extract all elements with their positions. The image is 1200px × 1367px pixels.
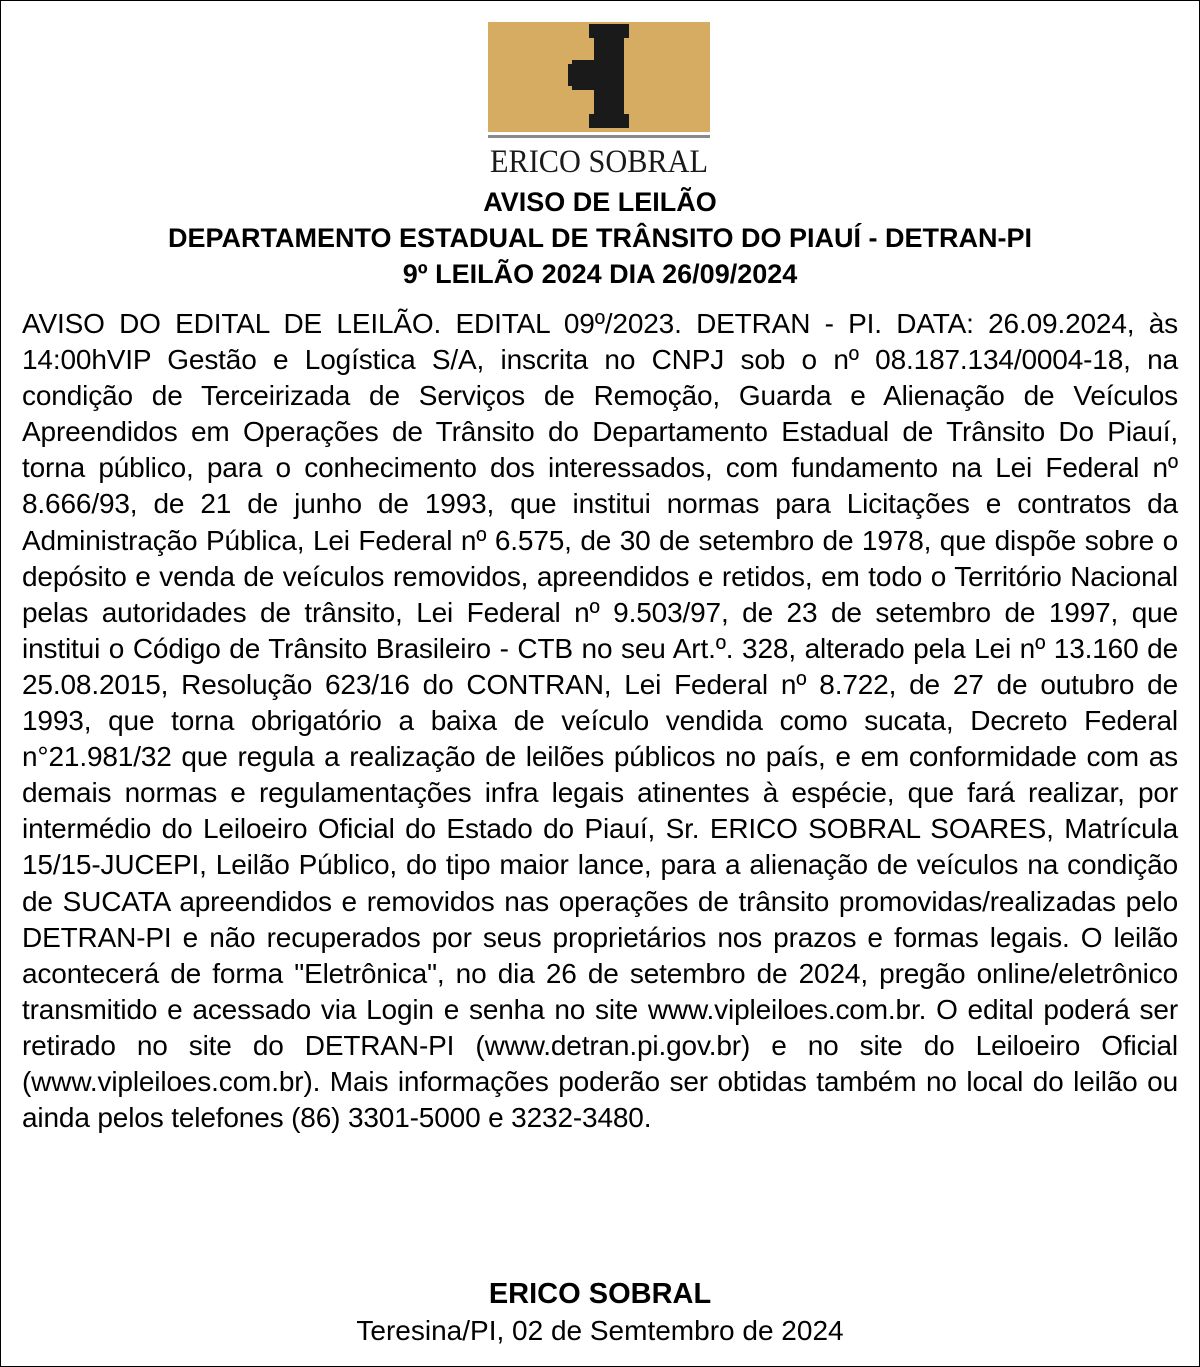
gavel-icon: [488, 22, 710, 178]
auction-date-title: 9º LEILÃO 2024 DIA 26/09/2024: [402, 259, 798, 289]
department-name: DEPARTAMENTO ESTADUAL DE TRÂNSITO DO PIAUÍ - DETRAN-PI: [167, 223, 1033, 253]
erico-sobral-logo: [488, 22, 710, 178]
svg-text:ERICO SOBRAL: ERICO SOBRAL: [490, 144, 708, 178]
signer-name: ERICO SOBRAL: [488, 1278, 712, 1310]
place-and-date: Teresina/PI, 02 de Semtembro de 2024: [356, 1315, 844, 1346]
notice-body: AVISO DO EDITAL DE LEILÃO. EDITAL 09º/2023. DETRAN - PI. DATA: 26.09.2024, às 14:00hVIP Gestão e Logística S/A, inscrita no CNPJ sob o nº 08.187.134/0004-18, na condição de Terceirizada de Serviços de Remoção, Guarda e Alienação de Veículos Apreendidos em Operações de Trânsito do Departamento Estadual de Trânsito Do Piauí, torna público, para o conhecimento dos interessados, com fundamento na Lei Federal nº 8.666/93, de 21 de junho de 1993, que institui normas para Licitações e contratos da Administração Pública, Lei Federal nº 6.575, de 30 de setembro de 1978, que dispõe sobre o depósito e venda de veículos removidos, apreendidos e retidos, em todo o Território Nacional pelas autoridades de trânsito, Lei Federal nº 9.503/97, de 23 de setembro de 1997, que institui o Código de Trânsito Brasileiro - CTB no seu Art.º. 328, alterado pela Lei nº 13.160 de 25.08.2015, Resolução 623/16 do CONTRAN, Lei Federal nº 8.722, de 27 de outubro de 1993, que torna obrigatório a baixa de veículo vendida como sucata, Decreto Federal n°21.981/32 que regula a realização de leilões públicos no país, e em conformidade com as demais normas e regulamentações infra legais atinentes à espécie, que fará realizar, por intermédio do Leiloeiro Oficial do Estado do Piauí, Sr. ERICO SOBRAL SOARES, Matrícula 15/15-JUCEPI, Leilão Público, do tipo maior lance, para a alienação de veículos na condição de SUCATA apreendidos e removidos nas operações de trânsito promovidas/realizadas pelo DETRAN-PI e não recuperados por seus proprietários nos prazos e formas legais. O leilão acontecerá de forma "Eletrônica", no dia 26 de setembro de 2024, pregão online/eletrônico transmitido e acessado via Login e senha no site www.vipleiloes.com.br. O edital poderá ser retirado no site do DETRAN-PI (www.detran.pi.gov.br) e no site do Leiloeiro Oficial (www.vipleiloes.com.br). Mais informações poderão ser obtidas também no local do leilão ou ainda pelos telefones (86) 3301-5000 e 3232-3480.: [22, 308, 1178, 1134]
notice-title: AVISO DE LEILÃO: [483, 187, 717, 217]
